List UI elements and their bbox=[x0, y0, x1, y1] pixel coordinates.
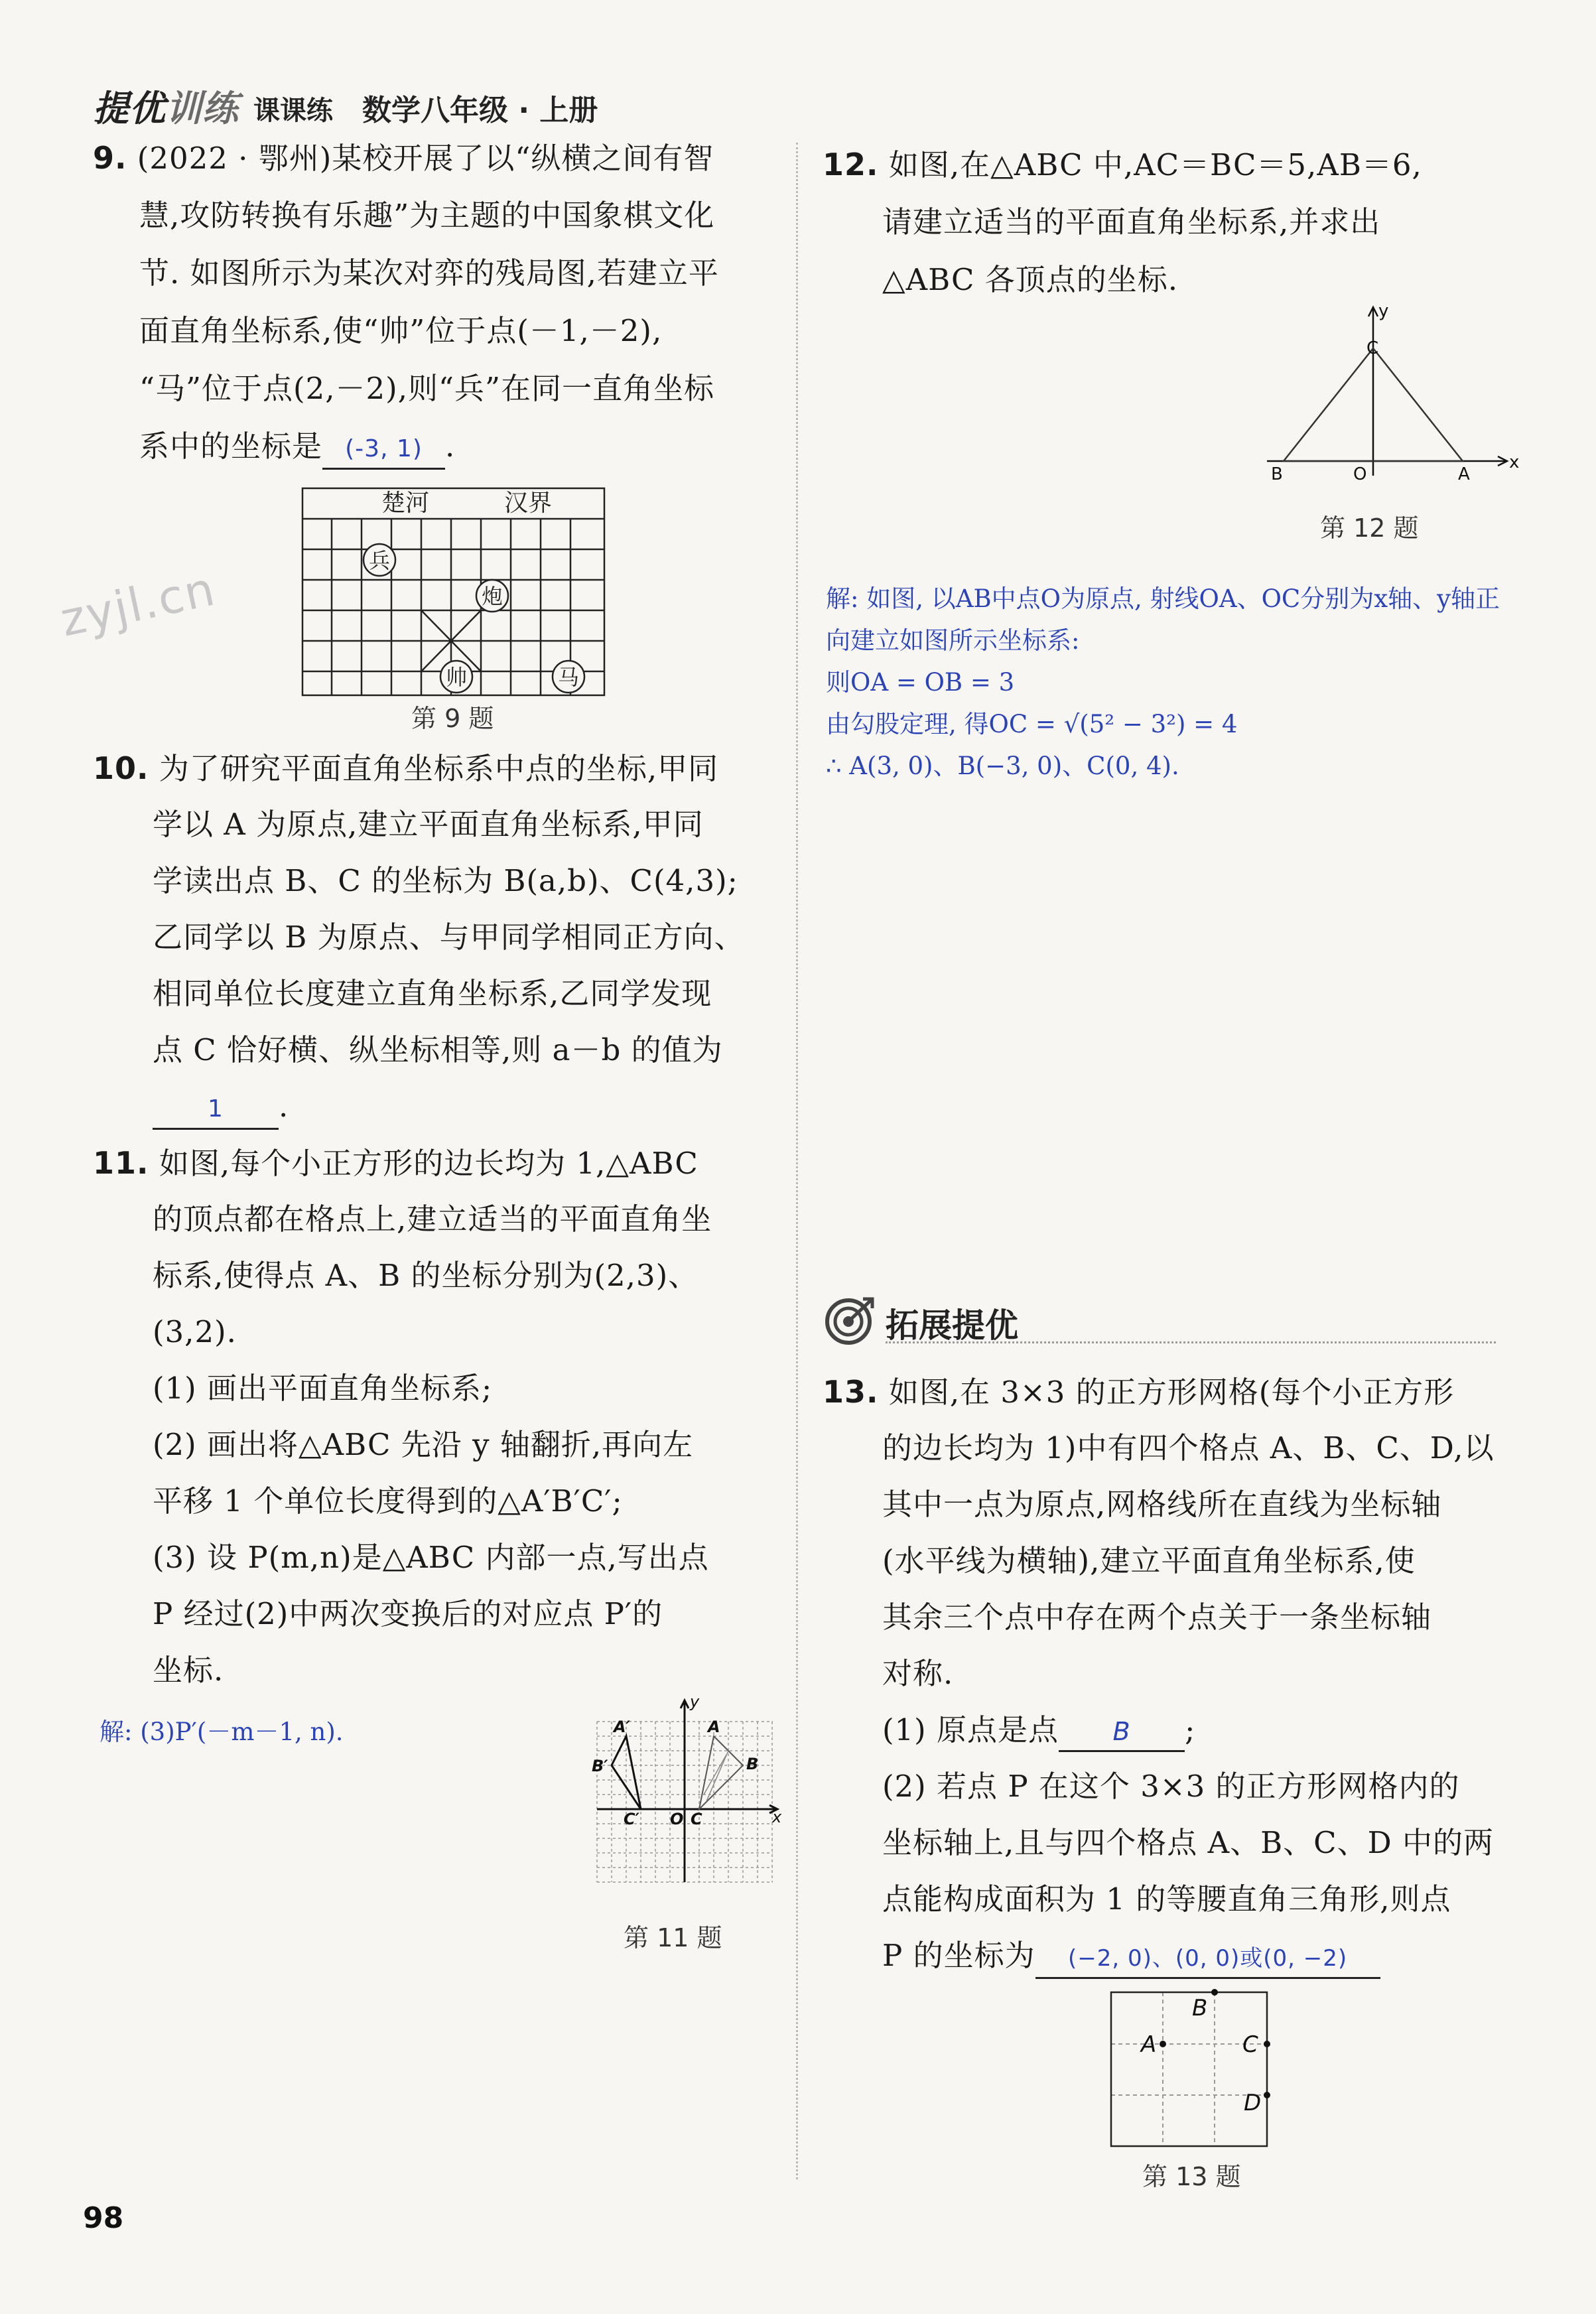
q13-line-2: 的边长均为 1)中有四个格点 A、B、C、D,以 bbox=[882, 1430, 1495, 1465]
q12-solution-line-4: 由勾股定理, 得OC = √(5² − 3²) = 4 bbox=[826, 710, 1238, 738]
q9-line-5: “马”位于点(2,－2),则“兵”在同一直角坐标 bbox=[139, 371, 715, 406]
q9-line-1: 9. (2022 · 鄂州)某校开展了以“纵横之间有智 bbox=[93, 140, 714, 176]
header-book-title: 数学八年级 · 上册 bbox=[362, 94, 598, 127]
target-icon bbox=[819, 1294, 878, 1347]
q13-grid-figure bbox=[1104, 1987, 1277, 2153]
q12-a-label: A bbox=[1458, 464, 1470, 484]
q12-solution-line-3: 则OA = OB = 3 bbox=[826, 668, 1015, 697]
q11-solution: 解: (3)P′(－m－1, n). bbox=[100, 1718, 344, 1746]
q10-line-7: 1 . bbox=[153, 1087, 289, 1130]
q13-line-5: 其余三个点中存在两个点关于一条坐标轴 bbox=[882, 1599, 1432, 1635]
piece-bing bbox=[364, 544, 395, 576]
watermark: zyjl.cn bbox=[56, 561, 221, 647]
section-rule bbox=[886, 1341, 1496, 1343]
section-title: 拓展提优 bbox=[886, 1306, 1018, 1345]
page-header bbox=[93, 78, 598, 131]
q11-y-label: y bbox=[690, 1692, 700, 1711]
q11-line-5: (1) 画出平面直角坐标系; bbox=[153, 1371, 493, 1406]
q10-line-5: 相同单位长度建立直角坐标系,乙同学发现 bbox=[153, 976, 712, 1011]
q13-line-6: 对称. bbox=[882, 1656, 954, 1691]
svg-text:帅: 帅 bbox=[446, 665, 468, 690]
board-label-hanjie: 汉界 bbox=[504, 490, 553, 517]
q11-c-prime-label: C′ bbox=[624, 1810, 639, 1828]
q9-line-2: 慧,攻防转换有乐趣”为主题的中国象棋文化 bbox=[139, 198, 715, 233]
brand-logo: 提优训练 bbox=[93, 88, 239, 129]
q13-part2: P 的坐标为 (−2, 0)、(0, 0)或(0, −2) bbox=[882, 1936, 1380, 1979]
q12-x-label: x bbox=[1509, 452, 1520, 472]
section-heading bbox=[819, 1294, 1496, 1347]
q13-line-7: (2) 若点 P 在这个 3×3 的正方形网格内的 bbox=[882, 1769, 1460, 1804]
q10-line-2: 学以 A 为原点,建立平面直角坐标系,甲同 bbox=[153, 807, 704, 842]
q9-line-4: 面直角坐标系,使“帅”位于点(－1,－2), bbox=[139, 313, 663, 348]
q11-x-label: x bbox=[772, 1808, 782, 1826]
q9-answer: (-3, 1) bbox=[322, 431, 445, 470]
q11-line-1: 11. 如图,每个小正方形的边长均为 1,△ABC bbox=[93, 1145, 698, 1181]
q11-origin-label: O bbox=[670, 1810, 684, 1828]
piece-pao bbox=[476, 580, 508, 612]
q11-line-9: P 经过(2)中两次变换后的对应点 P′的 bbox=[153, 1596, 663, 1631]
q13-c-label: C bbox=[1242, 2031, 1258, 2058]
q13-line-9: 点能构成面积为 1 的等腰直角三角形,则点 bbox=[882, 1881, 1451, 1917]
board-label-chuhe: 楚河 bbox=[381, 490, 430, 517]
q10-answer: 1 bbox=[153, 1091, 279, 1130]
q10-line-4: 乙同学以 B 为原点、与甲同学相同正方向、 bbox=[153, 919, 745, 955]
q12-o-label: O bbox=[1353, 464, 1367, 484]
q12-solution-line-1: 解: 如图, 以AB中点O为原点, 射线OA、OC分别为x轴、y轴正 bbox=[826, 584, 1500, 613]
q13-line-4: (水平线为横轴),建立平面直角坐标系,使 bbox=[882, 1543, 1416, 1578]
q11-line-3: 标系,使得点 A、B 的坐标分别为(2,3)、 bbox=[153, 1258, 699, 1293]
q11-b-prime-label: B′ bbox=[592, 1757, 608, 1775]
q11-b-label: B bbox=[746, 1755, 759, 1773]
q9-caption: 第 9 题 bbox=[411, 704, 494, 733]
q11-caption: 第 11 题 bbox=[624, 1923, 722, 1952]
q11-a-prime-label: A′ bbox=[614, 1718, 630, 1736]
svg-text:兵: 兵 bbox=[369, 548, 391, 573]
q13-part1: (1) 原点是点 B ; bbox=[882, 1710, 1195, 1752]
header-subtitle: 课课练 bbox=[253, 96, 333, 126]
column-divider bbox=[796, 143, 798, 2179]
svg-text:马: 马 bbox=[558, 665, 580, 690]
q12-solution-line-5: ∴ A(3, 0)、B(−3, 0)、C(0, 4). bbox=[826, 752, 1179, 780]
q12-line-1: 12. 如图,在△ABC 中,AC＝BC＝5,AB＝6, bbox=[823, 147, 1422, 182]
q10-line-3: 学读出点 B、C 的坐标为 B(a,b)、C(4,3); bbox=[153, 863, 738, 898]
q11-c-label: C bbox=[691, 1810, 702, 1828]
q10-line-6: 点 C 恰好横、纵坐标相等,则 a－b 的值为 bbox=[153, 1032, 723, 1067]
q11-line-6: (2) 画出将△ABC 先沿 y 轴翻折,再向左 bbox=[153, 1427, 694, 1462]
q13-answer-1: B bbox=[1059, 1713, 1185, 1752]
q12-solution-line-2: 向建立如图所示坐标系: bbox=[826, 626, 1080, 655]
q11-line-2: 的顶点都在格点上,建立适当的平面直角坐 bbox=[153, 1201, 712, 1237]
q12-c-label: C bbox=[1366, 338, 1379, 358]
q12-b-label: B bbox=[1271, 464, 1283, 484]
q13-caption: 第 13 题 bbox=[1142, 2162, 1241, 2191]
piece-shuai bbox=[440, 661, 472, 693]
q13-a-label: A bbox=[1141, 2031, 1157, 2058]
q9-line-3: 节. 如图所示为某次对弈的残局图,若建立平 bbox=[139, 255, 719, 291]
q12-triangle-figure bbox=[1247, 302, 1526, 484]
q12-line-3: △ABC 各顶点的坐标. bbox=[882, 262, 1179, 297]
q9-line-6: 系中的坐标是 (-3, 1) . bbox=[139, 427, 455, 470]
piece-ma bbox=[553, 661, 584, 693]
q13-answer-2: (−2, 0)、(0, 0)或(0, −2) bbox=[1035, 1940, 1380, 1979]
svg-text:炮: 炮 bbox=[482, 584, 503, 609]
q11-a-label: A bbox=[708, 1718, 720, 1736]
q13-line-8: 坐标轴上,且与四个格点 A、B、C、D 中的两 bbox=[882, 1825, 1494, 1860]
q11-grid-figure bbox=[574, 1688, 783, 1917]
page-number: 98 bbox=[83, 2201, 124, 2235]
q11-line-8: (3) 设 P(m,n)是△ABC 内部一点,写出点 bbox=[153, 1540, 709, 1575]
q12-caption: 第 12 题 bbox=[1320, 513, 1419, 543]
q11-line-10: 坐标. bbox=[153, 1653, 224, 1688]
q13-b-label: B bbox=[1192, 1995, 1208, 2021]
q13-line-1: 13. 如图,在 3×3 的正方形网格(每个小正方形 bbox=[823, 1374, 1455, 1410]
q12-line-2: 请建立适当的平面直角坐标系,并求出 bbox=[882, 204, 1381, 239]
q13-d-label: D bbox=[1244, 2090, 1262, 2116]
q11-line-7: 平移 1 个单位长度得到的△A′B′C′; bbox=[153, 1483, 623, 1519]
q10-line-1: 10. 为了研究平面直角坐标系中点的坐标,甲同 bbox=[93, 750, 719, 786]
q13-line-3: 其中一点为原点,网格线所在直线为坐标轴 bbox=[882, 1487, 1442, 1522]
chess-board-figure bbox=[299, 484, 610, 703]
q12-y-label: y bbox=[1378, 302, 1389, 321]
q11-line-4: (3,2). bbox=[153, 1314, 237, 1349]
